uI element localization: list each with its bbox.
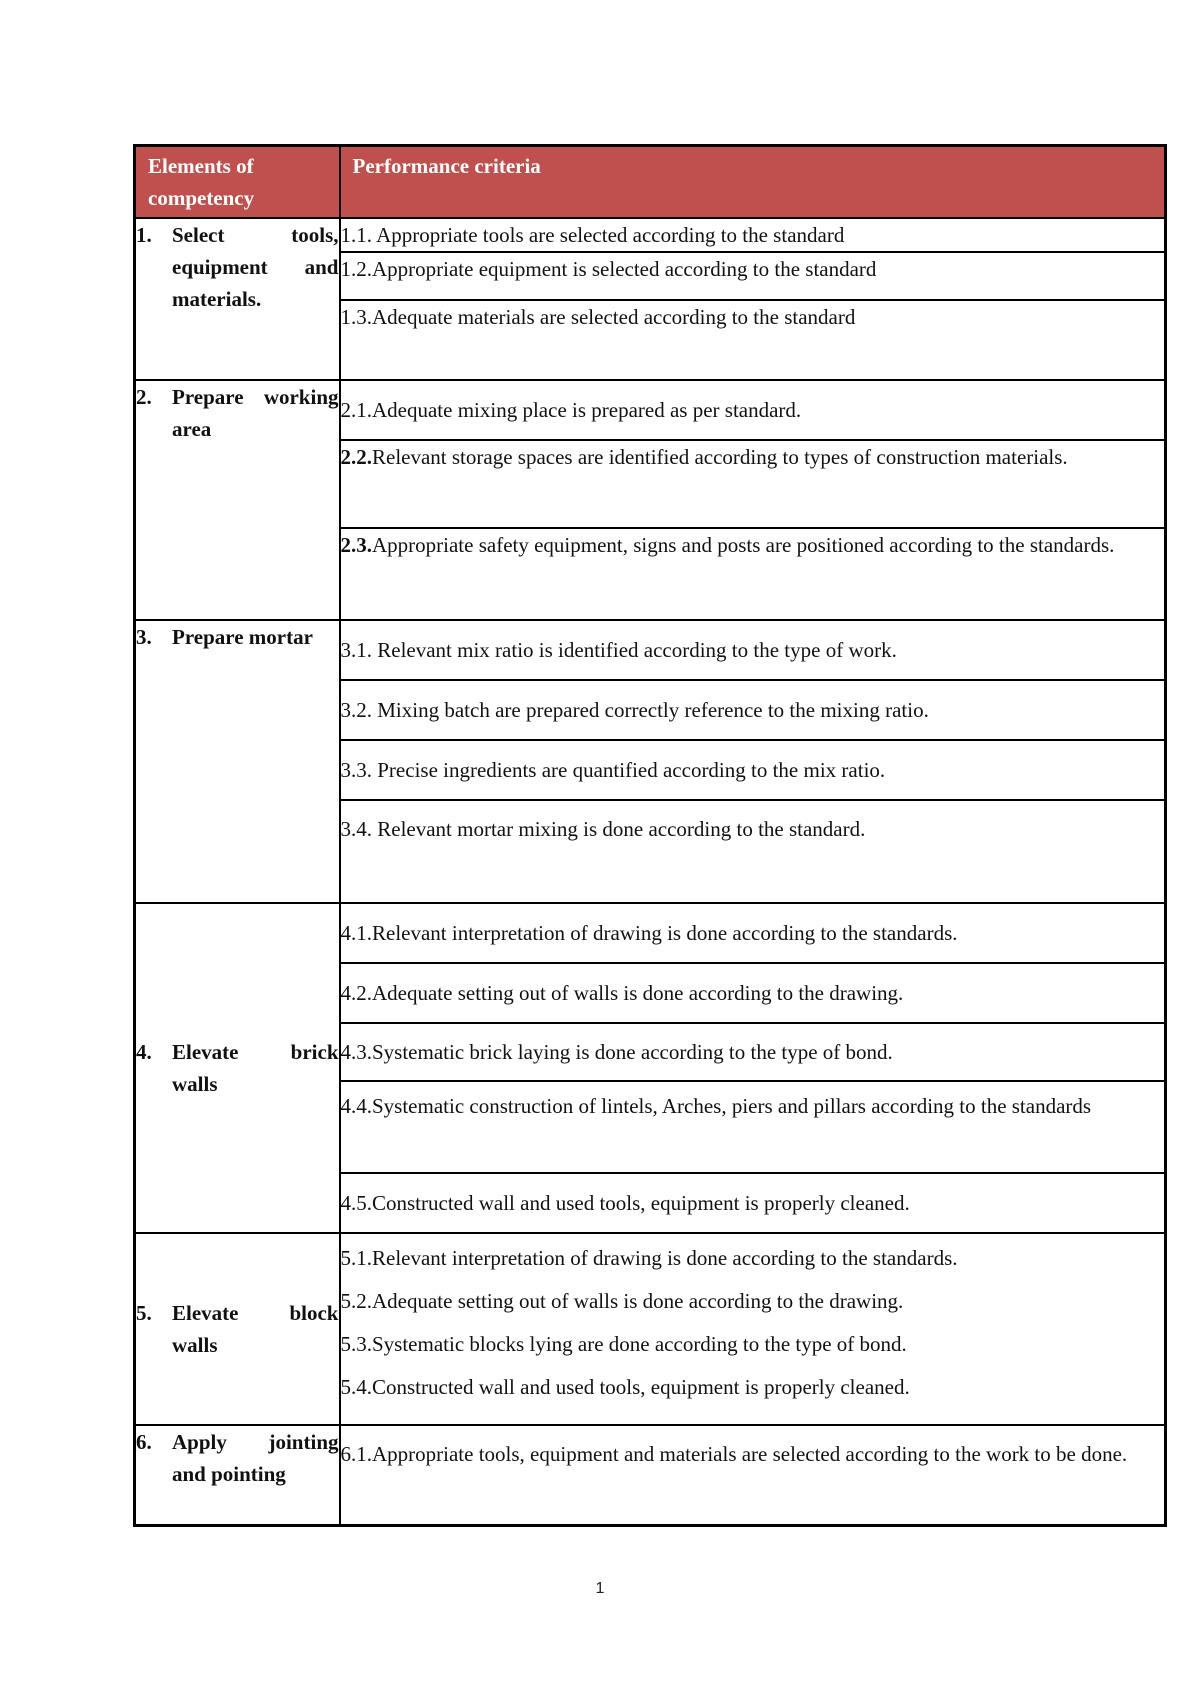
criterion-cell bbox=[340, 1023, 1166, 1081]
table-row bbox=[135, 380, 1166, 440]
table-row bbox=[135, 903, 1166, 963]
criterion-text: 6.1.Appropriate tools, equipment and materials are selected according to the work to be done. bbox=[340, 1442, 1128, 1466]
criterion-cell bbox=[340, 1081, 1166, 1173]
criterion-text: 5.4.Constructed wall and used tools, equipment is properly cleaned. bbox=[340, 1375, 910, 1399]
criterion-text: 5.2.Adequate setting out of walls is done according to the drawing. bbox=[340, 1289, 904, 1313]
element-cell bbox=[135, 1425, 340, 1525]
element-title: Elevate block walls bbox=[172, 1301, 339, 1357]
element-number: 3. bbox=[136, 625, 152, 649]
criterion-cell bbox=[340, 1425, 1166, 1525]
criterion-number: 2.3. bbox=[340, 533, 372, 557]
criterion-text: 4.4.Systematic construction of lintels, Arches, piers and pillars according to the standards bbox=[340, 1094, 1092, 1118]
criterion-text: 2.1.Adequate mixing place is prepared as per standard. bbox=[340, 398, 802, 422]
criterion-cell bbox=[340, 380, 1166, 440]
criterion-cell bbox=[340, 252, 1166, 300]
criterion-text: 4.3.Systematic brick laying is done according to the type of bond. bbox=[340, 1040, 893, 1064]
page-number: 1 bbox=[595, 1580, 605, 1597]
criterion-text: 3.4. Relevant mortar mixing is done according to the standard. bbox=[340, 817, 866, 841]
element-title: Elevate brick walls bbox=[172, 1040, 339, 1096]
criterion-text: 4.1.Relevant interpretation of drawing is done according to the standards. bbox=[340, 921, 958, 945]
table-row bbox=[135, 620, 1166, 680]
criterion-cell bbox=[340, 218, 1166, 252]
element-number: 6. bbox=[136, 1430, 152, 1454]
element-cell bbox=[135, 620, 340, 903]
criterion-text: 3.1. Relevant mix ratio is identified according to the type of work. bbox=[340, 638, 897, 662]
criterion-text: 3.3. Precise ingredients are quantified according to the mix ratio. bbox=[340, 758, 886, 782]
element-cell bbox=[135, 903, 340, 1233]
criterion-cell bbox=[340, 1173, 1166, 1233]
criterion-text: 1.1. Appropriate tools are selected according to the standard bbox=[340, 223, 845, 247]
element-title: Prepare mortar bbox=[172, 625, 313, 649]
criterion-text: Appropriate safety equipment, signs and posts are positioned according to the standards. bbox=[372, 533, 1115, 557]
criterion-cell bbox=[340, 800, 1166, 903]
criterion-cell bbox=[340, 300, 1166, 380]
competency-table bbox=[133, 144, 1167, 1527]
criterion-text: 4.2.Adequate setting out of walls is done according to the drawing. bbox=[340, 981, 904, 1005]
criterion-text: 3.2. Mixing batch are prepared correctly reference to the mixing ratio. bbox=[340, 698, 929, 722]
element-number: 2. bbox=[136, 385, 152, 409]
element-title: Apply jointing and pointing bbox=[172, 1430, 339, 1486]
criterion-cell bbox=[340, 903, 1166, 963]
element-number: 5. bbox=[136, 1301, 152, 1325]
table-row bbox=[135, 1233, 1166, 1425]
criterion-cell bbox=[340, 740, 1166, 800]
criterion-cell bbox=[340, 528, 1166, 620]
criterion-text: Relevant storage spaces are identified according to types of construction materials. bbox=[372, 445, 1068, 469]
criterion-cell bbox=[340, 440, 1166, 528]
element-title: Select tools, equipment and materials. bbox=[172, 223, 339, 311]
element-number: 4. bbox=[136, 1040, 152, 1064]
criterion-cell bbox=[340, 1233, 1166, 1425]
criterion-number: 2.2. bbox=[340, 445, 372, 469]
element-number: 1. bbox=[136, 223, 152, 247]
criterion-cell bbox=[340, 680, 1166, 740]
element-title: Prepare working area bbox=[172, 385, 339, 441]
header-elements-of-competency: Elements of competency bbox=[135, 146, 340, 219]
table-header-row bbox=[135, 146, 1166, 219]
table-row bbox=[135, 218, 1166, 252]
table-row bbox=[135, 1425, 1166, 1525]
element-cell bbox=[135, 380, 340, 620]
header-performance-criteria: Performance criteria bbox=[340, 146, 1166, 219]
criterion-text: 5.1.Relevant interpretation of drawing is done according to the standards. bbox=[340, 1246, 958, 1270]
criterion-text: 1.2.Appropriate equipment is selected according to the standard bbox=[340, 257, 877, 281]
criterion-cell bbox=[340, 620, 1166, 680]
criterion-text: 4.5.Constructed wall and used tools, equipment is properly cleaned. bbox=[340, 1191, 910, 1215]
document-page bbox=[133, 144, 1164, 1527]
element-cell bbox=[135, 1233, 340, 1425]
criterion-text: 1.3.Adequate materials are selected according to the standard bbox=[340, 305, 856, 329]
element-cell bbox=[135, 218, 340, 380]
criterion-cell bbox=[340, 963, 1166, 1023]
criterion-text: 5.3.Systematic blocks lying are done according to the type of bond. bbox=[340, 1332, 907, 1356]
